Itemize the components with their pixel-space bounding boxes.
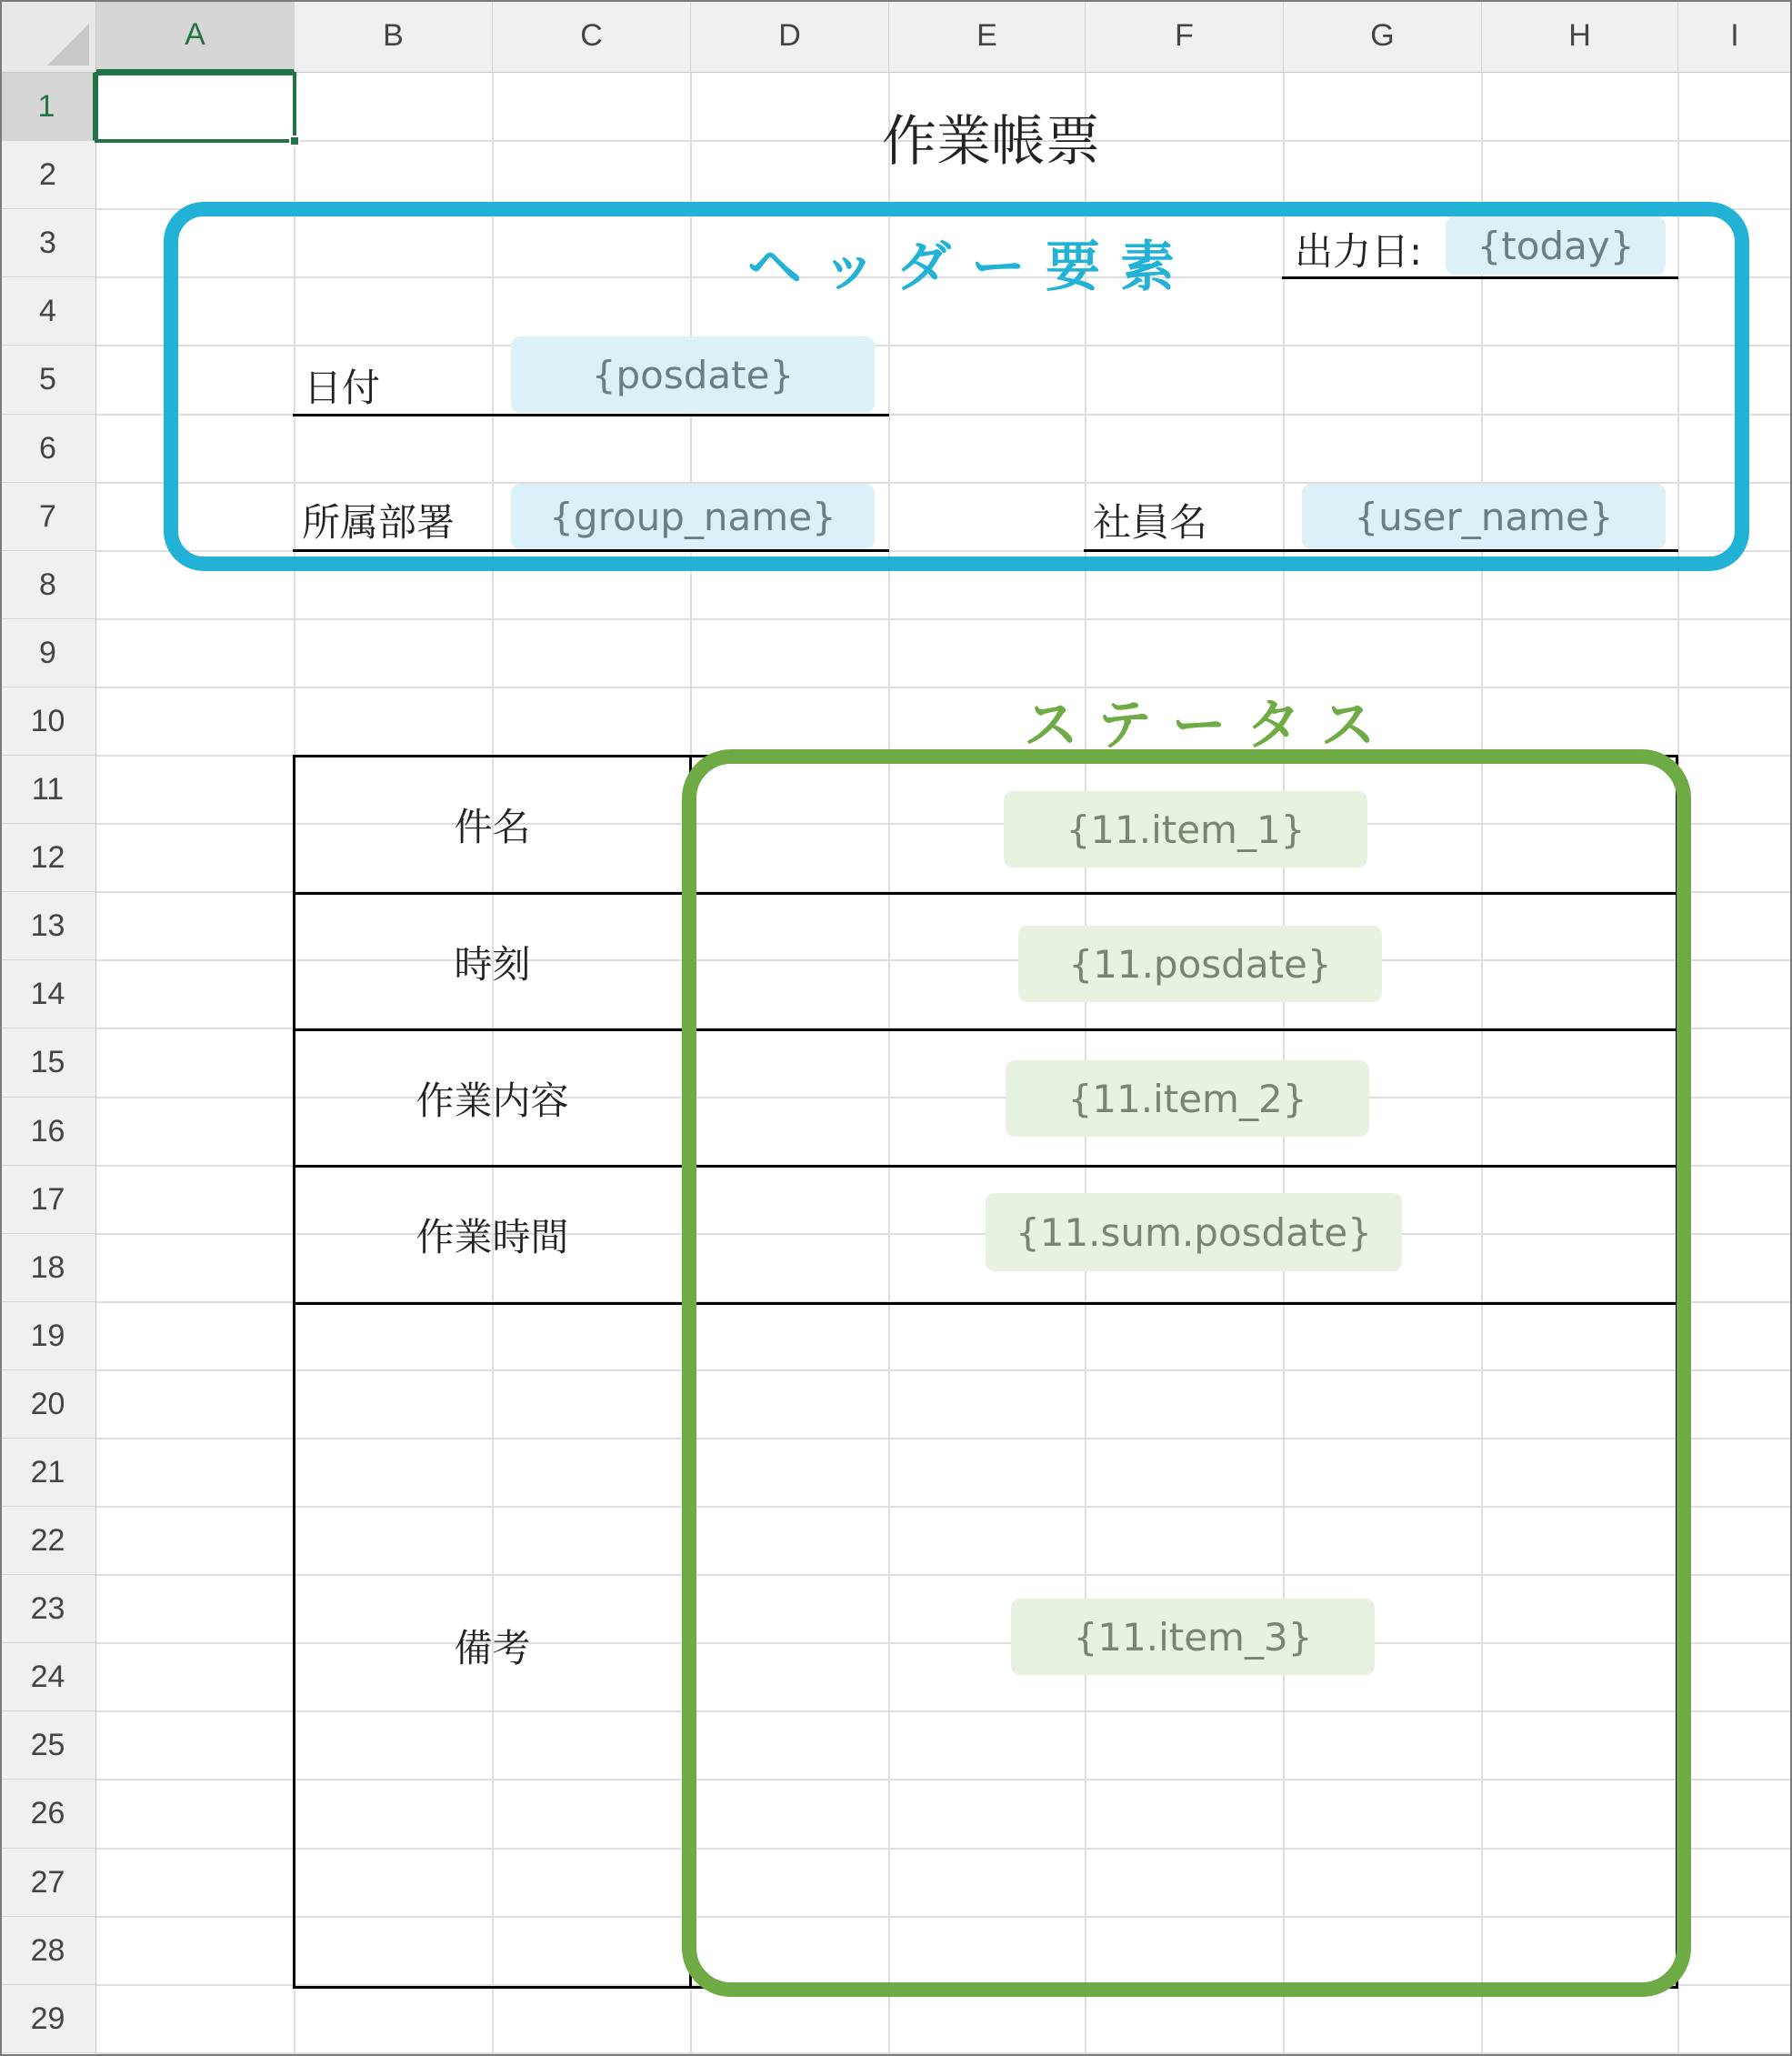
row-header-19[interactable]: 19 bbox=[0, 1302, 96, 1370]
row-header-15[interactable]: 15 bbox=[0, 1028, 96, 1098]
row-label-work-content: 作業内容 bbox=[415, 1078, 569, 1123]
row-header-27[interactable]: 27 bbox=[0, 1849, 96, 1917]
employee-placeholder[interactable]: {user_name} bbox=[1302, 484, 1666, 549]
time-placeholder[interactable]: {11.posdate} bbox=[1018, 926, 1382, 1002]
row-header-16[interactable]: 16 bbox=[0, 1098, 96, 1166]
subject-placeholder[interactable]: {11.item_1} bbox=[1004, 791, 1367, 868]
output-date-label: 出力日: bbox=[1295, 229, 1423, 274]
column-header-a[interactable]: A bbox=[96, 0, 295, 73]
row-header-29[interactable]: 29 bbox=[0, 1985, 96, 2053]
row-header-21[interactable]: 21 bbox=[0, 1439, 96, 1507]
status-section-annotation: ステータス bbox=[1024, 694, 1396, 757]
column-header-i[interactable]: I bbox=[1678, 0, 1792, 73]
remarks-placeholder[interactable]: {11.item_3} bbox=[1011, 1599, 1375, 1675]
row-header-11[interactable]: 11 bbox=[0, 756, 96, 824]
header-section-annotation: ヘッダー要素 bbox=[747, 236, 1195, 299]
row-header-13[interactable]: 13 bbox=[0, 892, 96, 960]
date-label: 日付 bbox=[304, 366, 381, 410]
column-header-g[interactable]: G bbox=[1284, 0, 1482, 73]
date-placeholder[interactable]: {posdate} bbox=[511, 336, 875, 413]
row-header-9[interactable]: 9 bbox=[0, 619, 96, 687]
row-header-6[interactable]: 6 bbox=[0, 415, 96, 483]
row-header-26[interactable]: 26 bbox=[0, 1780, 96, 1849]
column-header-d[interactable]: D bbox=[691, 0, 889, 73]
row-header-10[interactable]: 10 bbox=[0, 687, 96, 756]
row-label-work-time: 作業時間 bbox=[415, 1215, 569, 1259]
row-header-25[interactable]: 25 bbox=[0, 1711, 96, 1780]
row-header-28[interactable]: 28 bbox=[0, 1917, 96, 1985]
row-header-8[interactable]: 8 bbox=[0, 551, 96, 619]
row-header-14[interactable]: 14 bbox=[0, 960, 96, 1028]
row-label-time: 時刻 bbox=[454, 941, 531, 987]
row-header-12[interactable]: 12 bbox=[0, 824, 96, 892]
row-header-23[interactable]: 23 bbox=[0, 1575, 96, 1643]
row-header-20[interactable]: 20 bbox=[0, 1370, 96, 1439]
work-time-placeholder[interactable]: {11.sum.posdate} bbox=[986, 1193, 1402, 1271]
row-header-24[interactable]: 24 bbox=[0, 1643, 96, 1711]
column-header-b[interactable]: B bbox=[295, 0, 493, 73]
row-header-3[interactable]: 3 bbox=[0, 209, 96, 277]
department-label: 所属部署 bbox=[302, 500, 456, 545]
employee-label: 社員名 bbox=[1093, 500, 1208, 545]
sheet-title: 作業帳票 bbox=[882, 110, 1100, 174]
row-header-4[interactable]: 4 bbox=[0, 277, 96, 346]
row-header-7[interactable]: 7 bbox=[0, 483, 96, 551]
row-header-5[interactable]: 5 bbox=[0, 346, 96, 415]
row-header-17[interactable]: 17 bbox=[0, 1166, 96, 1234]
row-label-subject: 件名 bbox=[454, 805, 531, 849]
output-date-placeholder[interactable]: {today} bbox=[1446, 216, 1666, 275]
row-label-remarks: 備考 bbox=[454, 1625, 531, 1670]
department-placeholder[interactable]: {group_name} bbox=[511, 484, 875, 549]
row-header-1[interactable]: 1 bbox=[0, 73, 96, 141]
column-header-c[interactable]: C bbox=[493, 0, 691, 73]
column-header-h[interactable]: H bbox=[1482, 0, 1678, 73]
column-header-e[interactable]: E bbox=[889, 0, 1086, 73]
work-content-placeholder[interactable]: {11.item_2} bbox=[1006, 1060, 1369, 1137]
column-header-f[interactable]: F bbox=[1086, 0, 1284, 73]
row-header-18[interactable]: 18 bbox=[0, 1234, 96, 1302]
row-header-2[interactable]: 2 bbox=[0, 141, 96, 209]
row-header-22[interactable]: 22 bbox=[0, 1507, 96, 1575]
